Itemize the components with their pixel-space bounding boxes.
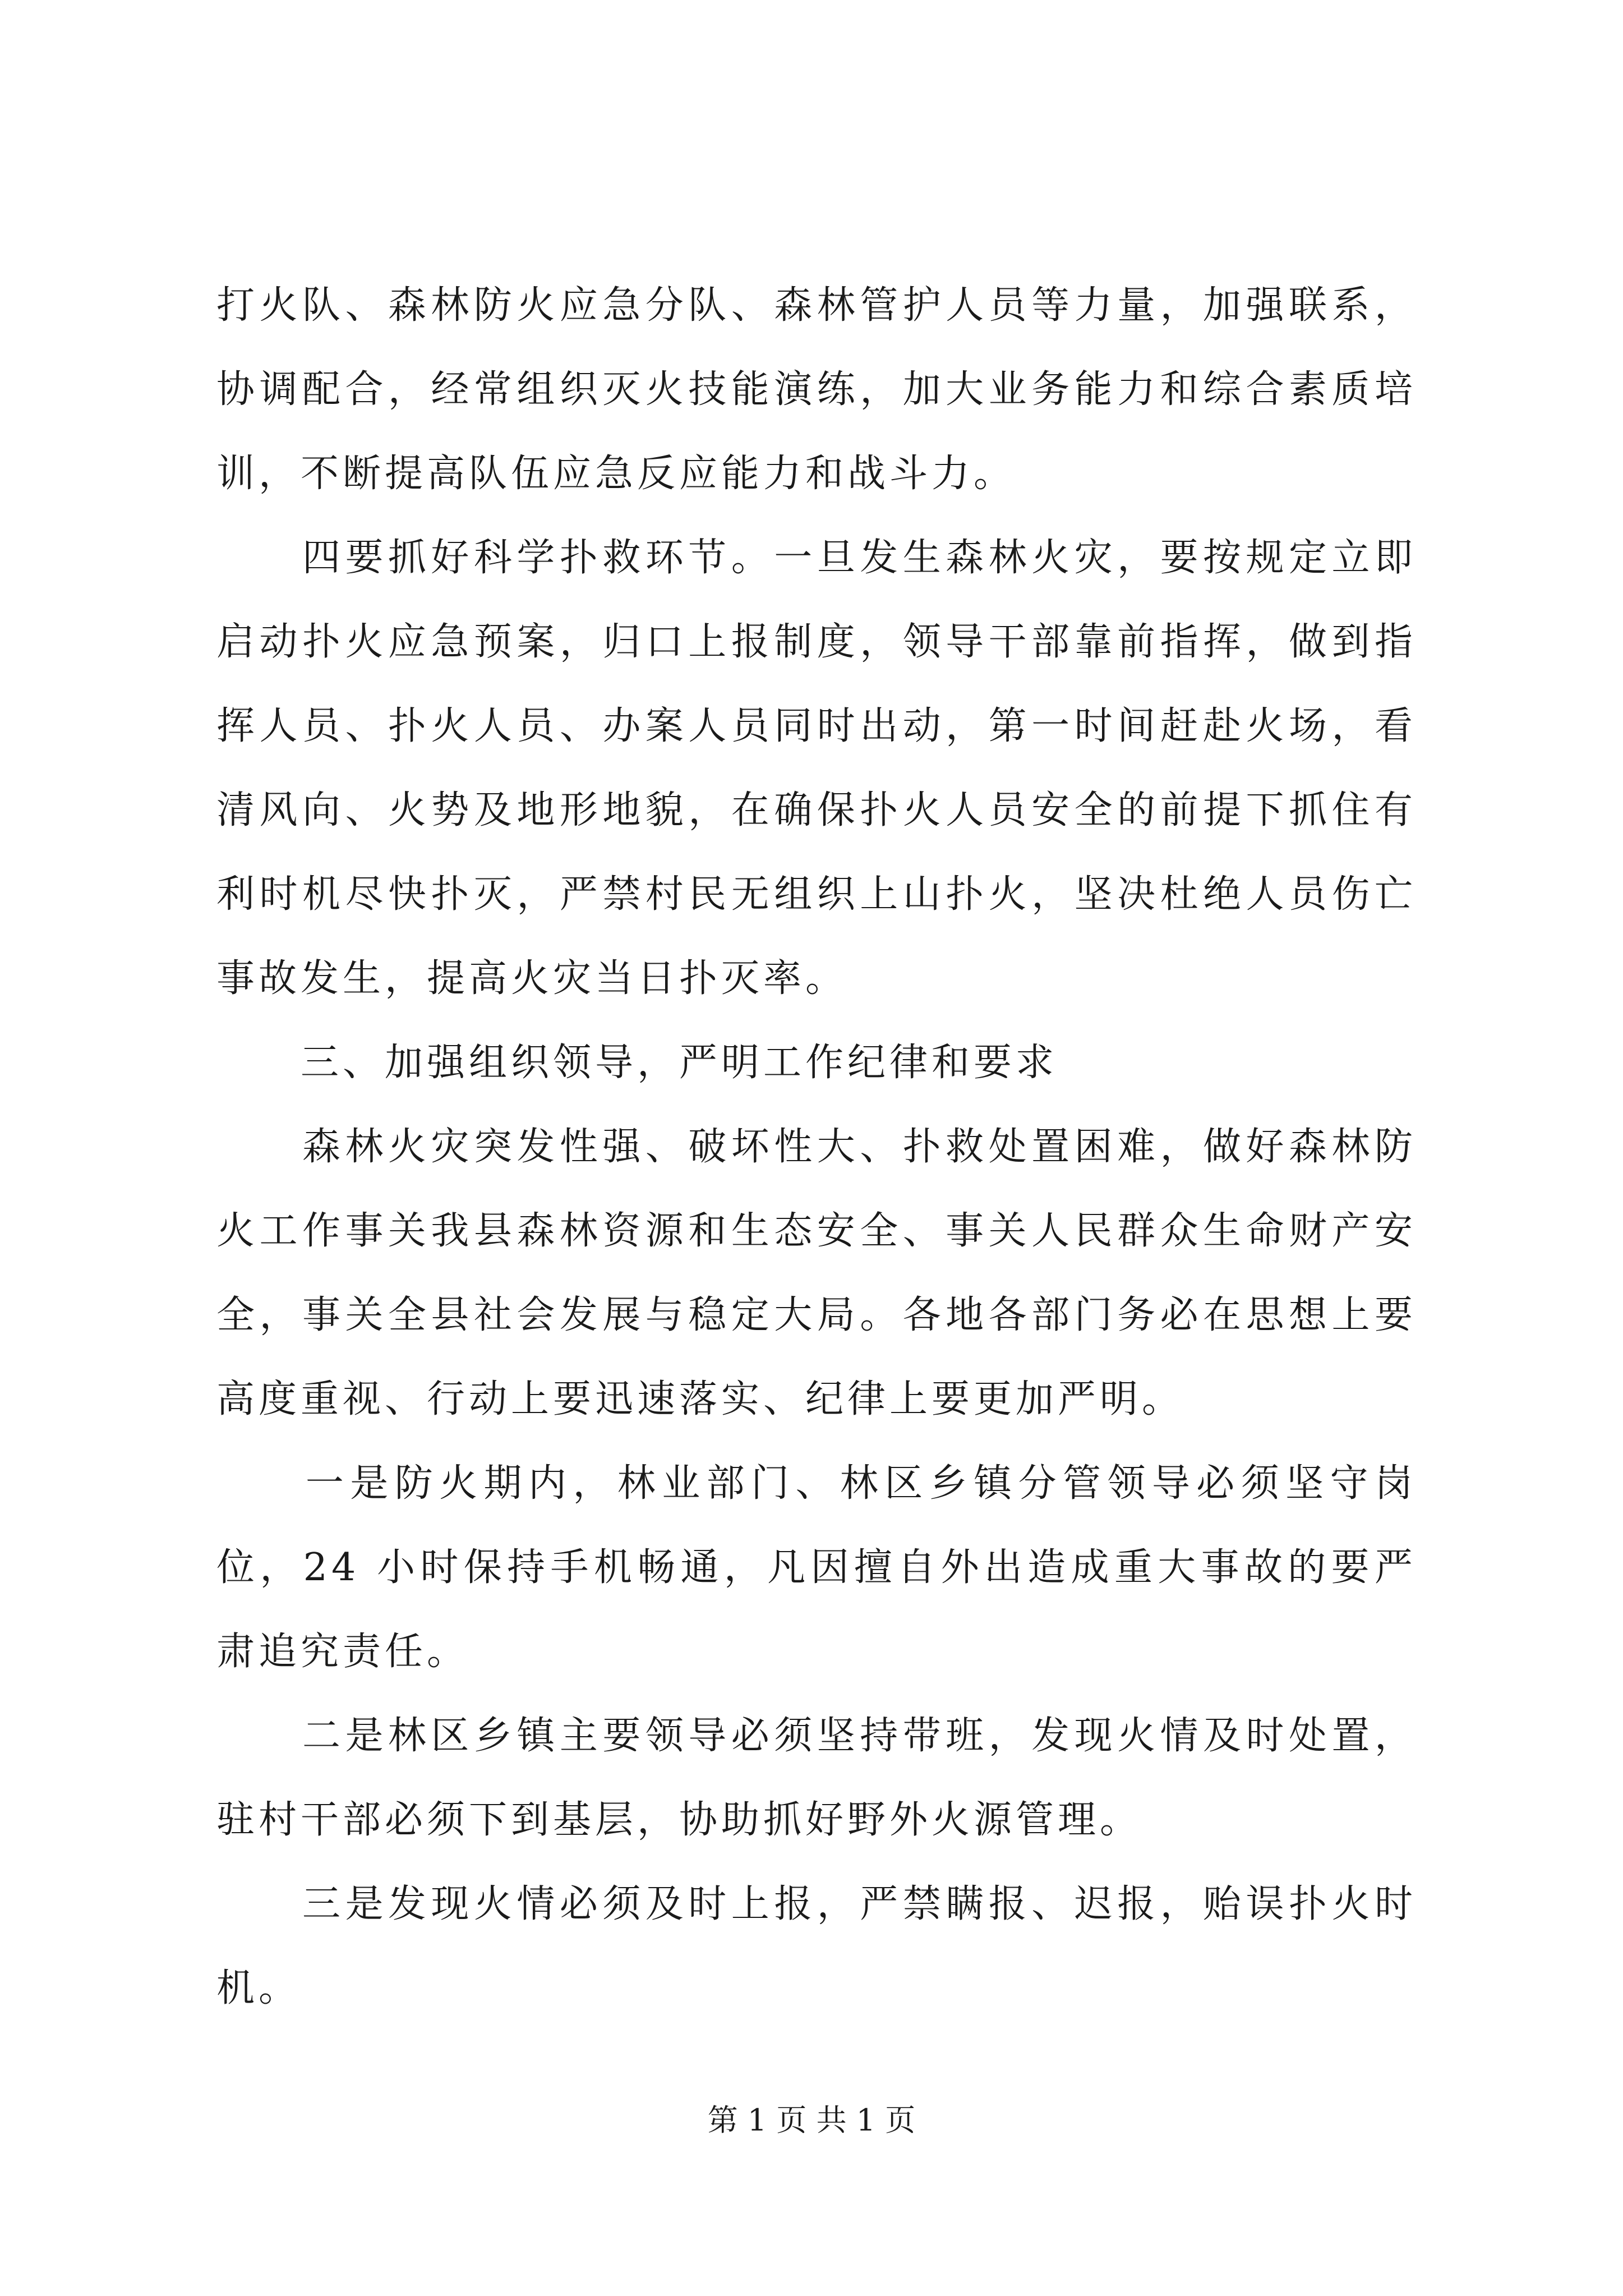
page-footer: 第 1 页 共 1 页 xyxy=(707,2102,916,2138)
paragraph-section-intro: 森林火灾突发性强、破坏性大、扑救处置困难，做好森林防火工作事关我县森林资源和生态安全、事关人民群众生命财产安全，事关全县社会发展与稳定大局。各地各部门务必在思想上要高度重视、行动上要迅速落实、纪律上要更加严明。 xyxy=(216,1125,1417,1421)
paragraph-item-four: 四要抓好科学扑救环节。一旦发生森林火灾，要按规定立即启动扑火应急预案，归口上报制度，领导干部靠前指挥，做到指挥人员、扑火人员、办案人员同时出动，第一时间赶赴火场，看清风向、火势及地形地貌，在确保扑火人员安全的前提下抓住有利时机尽快扑灭，严禁村民无组织上山扑火，坚决杜绝人员伤亡事故发生，提高火灾当日扑灭率。 xyxy=(216,536,1417,1001)
paragraph-continuation: 打火队、森林防火应急分队、森林管护人员等力量，加强联系，协调配合，经常组织灭火技能演练，加大业务能力和综合素质培训，不断提高队伍应急反应能力和战斗力。 xyxy=(216,283,1417,496)
paragraph-point-one: 一是防火期内，林业部门、林区乡镇分管领导必须坚守岗位，24 小时保持手机畅通，凡因擅自外出造成重大事故的要严肃追究责任。 xyxy=(216,1461,1417,1674)
section-heading-three: 三、加强组织领导，严明工作纪律和要求 xyxy=(216,1041,1058,1085)
paragraph-point-three: 三是发现火情必须及时上报，严禁瞒报、迟报，贻误扑火时机。 xyxy=(216,1882,1417,2010)
document-body xyxy=(216,264,1417,2031)
paragraph-point-two: 二是林区乡镇主要领导必须坚持带班，发现火情及时处置，驻村干部必须下到基层，协助抓好野外火源管理。 xyxy=(216,1714,1417,1842)
